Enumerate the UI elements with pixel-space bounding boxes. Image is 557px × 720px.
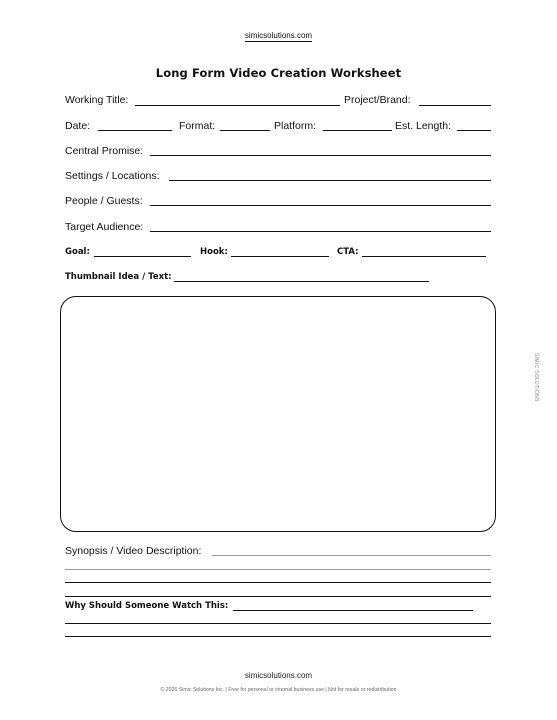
- goal-label: Goal:: [65, 247, 90, 257]
- format-label: Format:: [179, 120, 216, 132]
- hook-field[interactable]: [231, 256, 329, 257]
- side-watermark-text: SIMIC SOLUTIONS: [533, 353, 539, 402]
- goal-field[interactable]: [94, 256, 191, 257]
- format-field[interactable]: [220, 130, 270, 131]
- hook-label: Hook:: [200, 247, 228, 257]
- why-watch-field-line-3[interactable]: [65, 636, 491, 637]
- date-label: Date:: [65, 120, 91, 132]
- header-site-link[interactable]: [0, 31, 557, 40]
- thumbnail-sketch-box[interactable]: [60, 296, 496, 532]
- footer-site-link[interactable]: simicsolutions.com: [244, 671, 313, 680]
- project-brand-field[interactable]: [419, 105, 491, 106]
- project-brand-label: Project/Brand:: [344, 94, 411, 106]
- thumbnail-field[interactable]: [174, 281, 429, 282]
- target-audience-field[interactable]: [150, 231, 491, 232]
- header-site-link-text[interactable]: simicsolutions.com: [244, 31, 313, 40]
- why-watch-field-line-2[interactable]: [65, 623, 491, 624]
- date-field[interactable]: [98, 130, 172, 131]
- central-promise-label: Central Promise:: [65, 145, 144, 157]
- thumbnail-label: Thumbnail Idea / Text:: [65, 272, 172, 282]
- cta-field[interactable]: [362, 256, 486, 257]
- settings-locations-label: Settings / Locations:: [65, 170, 160, 182]
- central-promise-field[interactable]: [150, 155, 491, 156]
- est-length-field[interactable]: [457, 130, 491, 131]
- worksheet-title: Long Form Video Creation Worksheet: [155, 66, 402, 80]
- est-length-label: Est. Length:: [395, 120, 452, 132]
- why-watch-field[interactable]: [233, 610, 473, 611]
- synopsis-field-line-1[interactable]: [212, 555, 491, 556]
- synopsis-field-line-2[interactable]: [65, 569, 491, 570]
- people-guests-label: People / Guests:: [65, 195, 143, 207]
- platform-field[interactable]: [323, 130, 392, 131]
- target-audience-label: Target Audience:: [65, 221, 144, 233]
- synopsis-field-line-4[interactable]: [65, 596, 491, 597]
- settings-locations-field[interactable]: [169, 180, 491, 181]
- platform-label: Platform:: [274, 120, 317, 132]
- working-title-field[interactable]: [135, 105, 340, 106]
- synopsis-field-line-3[interactable]: [65, 582, 491, 583]
- working-title-label: Working Title:: [65, 94, 129, 106]
- cta-label: CTA:: [337, 247, 359, 257]
- people-guests-field[interactable]: [150, 205, 491, 206]
- synopsis-label: Synopsis / Video Description:: [65, 545, 202, 557]
- footer-legal-text: © 2026 Simic Solutions Inc. | Free for personal or internal business use | Not for resale or redistribution: [160, 687, 397, 693]
- why-watch-label: Why Should Someone Watch This:: [65, 601, 229, 611]
